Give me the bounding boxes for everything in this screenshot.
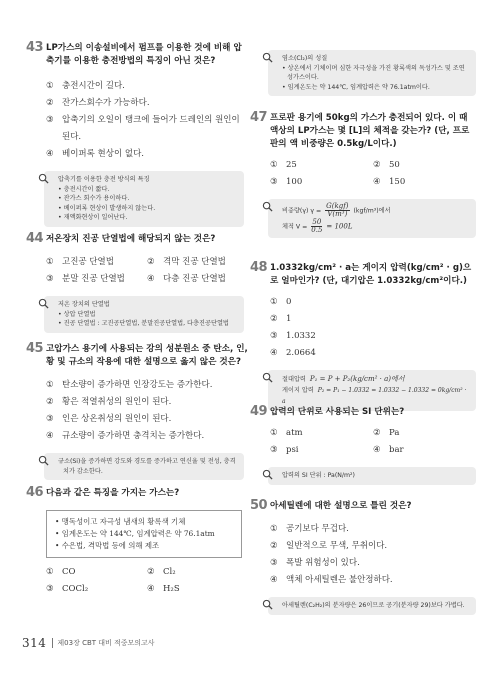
option-1[interactable]: ① 탄소량이 증가하면 인장강도는 증가한다. (46, 380, 213, 390)
question-text: 저온장치 진공 단열법에 해당되지 않는 것은? (46, 234, 216, 244)
option-3[interactable]: ③ 압축기의 오일이 탱크에 들어가 드레인의 원인이 된다. (46, 115, 240, 142)
explanation-note (268, 370, 476, 411)
question-50 (250, 498, 476, 615)
question-text: 아세틸렌에 대한 설명으로 틀린 것은? (270, 501, 412, 511)
question-number: 45 (26, 341, 44, 356)
magnifier-icon (262, 52, 273, 63)
option-2[interactable]: ② 격막 진공 단열법 (147, 257, 226, 267)
note-item: • 진공 단열법 : 고진공단열법, 분말진공단열법, 다층진공단열법 (58, 320, 229, 327)
fraction: $\frac{\text{G(kgf)}}{\text{V(m³)}}$ (326, 202, 349, 218)
box-line: • 임계온도는 약 144℃, 임계압력은 약 76.1atm (55, 529, 215, 538)
option-4[interactable]: ④ 150 (373, 177, 406, 187)
box-line: • 맹독성이고 자극성 냄새의 황록색 기체 (55, 517, 186, 526)
options-list (254, 157, 476, 191)
magnifier-icon (38, 173, 49, 184)
option-1[interactable]: ① 0 (270, 297, 292, 307)
option-3[interactable]: ③ COCl₂ (46, 584, 89, 594)
note-item: • 충전시간이 짧다. (58, 185, 110, 193)
note-heading: 저온 장치의 단열법 (58, 301, 110, 308)
option-3[interactable]: ③ 폭발 위험성이 있다. (270, 558, 360, 568)
conditions-box (46, 510, 242, 558)
option-1[interactable]: ① 공기보다 무겁다. (270, 524, 349, 534)
option-4[interactable]: ④ 2.0664 (270, 348, 316, 358)
note-item: 규소(Si)을 증가하면 강도와 경도를 증가하고 연신율 및 전성, 충격치가 감소한다. (58, 458, 236, 475)
question-47 (250, 110, 476, 238)
chapter-title: 제03장 CBT 대비 적중모의고사 (57, 639, 155, 647)
options-list (254, 521, 476, 589)
option-4[interactable]: ④ 액체 아세틸렌은 불안정하다. (270, 575, 393, 585)
explanation-note (44, 171, 244, 227)
option-1[interactable]: ① 충전시간이 길다. (46, 81, 125, 91)
options-list (30, 78, 248, 163)
option-3[interactable]: ③ 1.0332 (270, 331, 316, 341)
options-list (30, 254, 248, 288)
formula-line: 비중량(γ) γ = $\frac{\text{G(kgf)}}{\text{V(m³)}}$ (kgf/m³)에서 (282, 202, 391, 218)
options-list (254, 294, 476, 362)
question-46 (26, 485, 248, 598)
option-4[interactable]: ④ H₂S (147, 584, 180, 594)
magnifier-icon (262, 201, 273, 212)
option-2[interactable]: ② 1 (270, 314, 292, 324)
question-text: 1.0332kg/cm² · a는 게이지 압력(kg/cm² · g)으로 얼마인가? (단, 대기압은 1.0332kg/cm²이다.) (270, 263, 472, 286)
option-2[interactable]: ② 일반적으로 무색, 무취이다. (270, 541, 388, 551)
explanation-note (268, 597, 476, 615)
option-3[interactable]: ③ psi (270, 445, 299, 455)
fraction: $\frac{50}{0.5}$ (311, 217, 323, 234)
note-item: • 베이퍼록 현상이 발생하지 않는다. (58, 204, 156, 212)
options-list (30, 377, 248, 445)
option-2[interactable]: ② 잔가스회수가 가능하다. (46, 98, 150, 108)
note-item: • 재액화현상이 일어난다. (58, 214, 128, 221)
option-1[interactable]: ① CO (46, 567, 76, 577)
magnifier-icon (262, 372, 273, 383)
page-footer (22, 636, 155, 650)
explanation-note (44, 453, 244, 480)
magnifier-icon (38, 298, 49, 309)
magnifier-icon (262, 599, 273, 610)
option-2[interactable]: ② Pa (373, 428, 400, 438)
page-number: 314 (22, 636, 47, 650)
formula-line: 절대압력 P₁ = P + P₂(kg/cm² · a)에서 (282, 375, 405, 383)
note-item: • 상온에서 기체이며 심한 자극성을 가진 황록색의 독성가스 및 조연성가스이다. (282, 64, 465, 81)
question-number: 43 (26, 40, 44, 55)
question-text: 고압가스 용기에 사용되는 강의 성분원소 중 탄소, 인, 황 및 규소의 작용에 대한 설명으로 옳지 않은 것은? (46, 344, 248, 367)
note-item: 압력의 SI 단위 : Pa(N/m²) (282, 472, 355, 479)
explanation-note (268, 199, 476, 238)
question-43 (26, 40, 248, 227)
question-number: 44 (26, 231, 44, 246)
question-45 (26, 341, 248, 480)
note-item: 아세틸렌(C₂H₂)의 분자량은 26이므로 공기(분자량 29)보다 가볍다. (282, 602, 465, 609)
question-text: 압력의 단위로 사용되는 SI 단위는? (270, 407, 405, 417)
note-item: • 잔가스 회수가 용이하다. (58, 195, 130, 202)
options-list (30, 564, 248, 598)
formula-line: 체적 V = $\frac{50}{0.5}$ = 100L (282, 217, 353, 234)
note-heading: 압축기를 이용한 충전 방식의 특징 (58, 176, 150, 183)
option-2[interactable]: ② 황은 적열취성의 원인이 된다. (46, 397, 172, 407)
note-item: • 상압 단열법 (58, 310, 96, 318)
option-3[interactable]: ③ 100 (270, 177, 303, 187)
magnifier-icon (38, 455, 49, 466)
question-text: 다음과 같은 특징을 가지는 가스는? (46, 488, 180, 498)
question-number: 50 (250, 498, 268, 513)
options-list (254, 425, 476, 459)
question-number: 46 (26, 485, 44, 500)
option-4[interactable]: ④ 베이퍼록 현상이 없다. (46, 149, 145, 159)
option-2[interactable]: ② 50 (373, 160, 400, 170)
note-item: • 임계온도는 약 144℃, 임계압력은 약 76.1atm이다. (282, 83, 430, 91)
option-1[interactable]: ① 고진공 단열법 (46, 257, 114, 267)
box-line: • 수은법, 격막법 등에 의해 제조 (55, 541, 160, 550)
option-3[interactable]: ③ 인은 상온취성의 원인이 된다. (46, 414, 172, 424)
option-4[interactable]: ④ 규소량이 증가하면 충격치는 증가한다. (46, 431, 205, 441)
question-text: LP가스의 이송설비에서 펌프를 이용한 것에 비해 압축기를 이용한 충전방법의 특징이 아닌 것은? (46, 43, 242, 66)
question-49 (250, 404, 476, 485)
question-number: 48 (250, 260, 268, 275)
footer-divider (52, 638, 53, 648)
magnifier-icon (262, 469, 273, 480)
option-4[interactable]: ④ 다층 진공 단열법 (147, 274, 226, 284)
option-1[interactable]: ① atm (270, 428, 303, 438)
formula-line: 게이지 압력 P₂ = P₁ − 1.0332 = 1.0332 − 1.0332 = 0kg/cm² · a (282, 387, 467, 405)
question-number: 49 (250, 404, 268, 419)
note-heading: 염소(Cl₂)의 성질 (282, 55, 328, 62)
question-text: 프로판 용기에 50kg의 가스가 충전되어 있다. 이 때 액상의 LP가스는 몇 [L]의 체적을 갖는가? (단, 프로판의 액 비중량은 0.5kg/L이다.) (270, 113, 470, 149)
question-48 (250, 260, 476, 411)
option-2[interactable]: ② Cl₂ (147, 567, 176, 577)
option-4[interactable]: ④ bar (373, 445, 404, 455)
question-44 (26, 231, 248, 333)
explanation-note (268, 50, 476, 96)
question-number: 47 (250, 110, 268, 125)
explanation-note (44, 296, 244, 333)
explanation-note (268, 467, 476, 485)
option-1[interactable]: ① 25 (270, 160, 297, 170)
option-3[interactable]: ③ 분말 진공 단열법 (46, 274, 125, 284)
